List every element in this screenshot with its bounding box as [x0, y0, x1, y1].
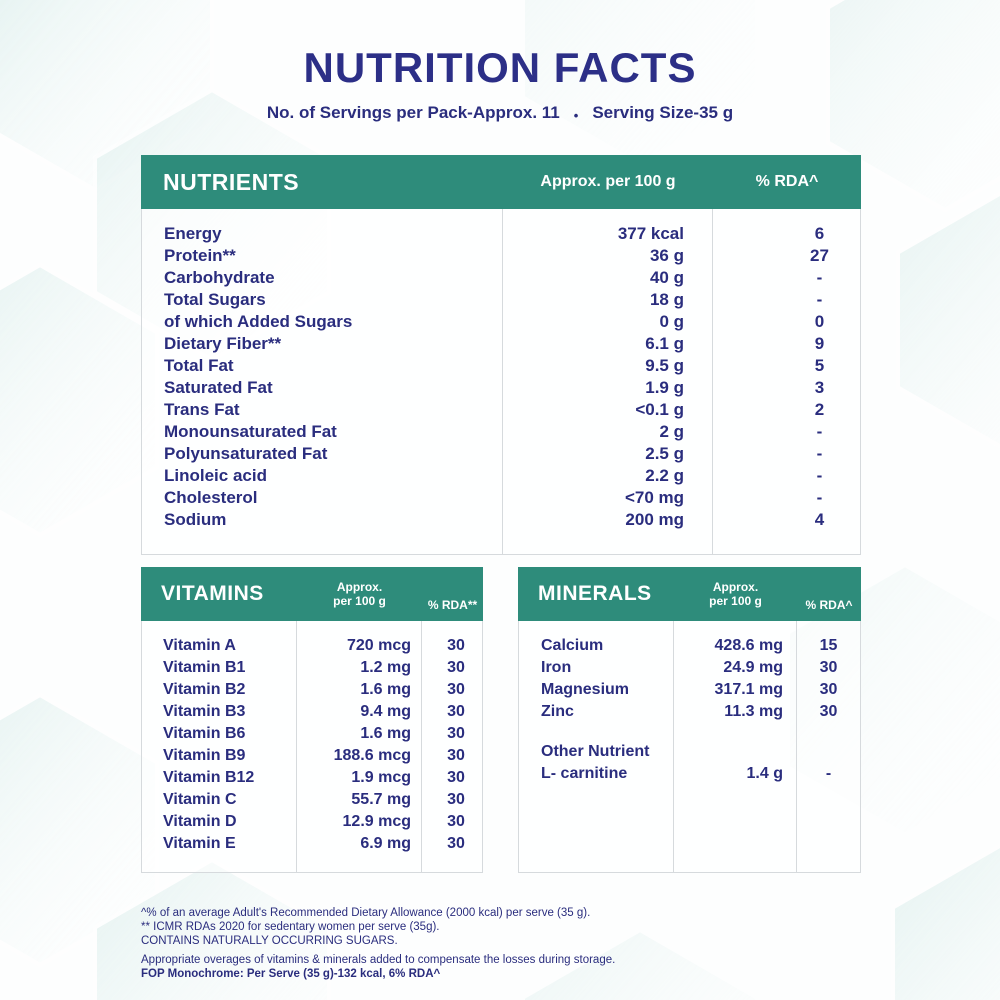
nutrient-label: Sodium [164, 510, 227, 529]
nutrient-amount: 200 mg [502, 509, 712, 531]
vitamin-row [142, 701, 482, 723]
mineral-rda: 15 [796, 635, 860, 657]
spacer-cell [421, 855, 482, 872]
page-title: NUTRITION FACTS [303, 44, 697, 91]
mineral-row [519, 701, 860, 723]
mineral-label: Magnesium [541, 681, 630, 698]
vitamins-table [141, 567, 483, 873]
mineral-row [519, 657, 860, 679]
vitamin-row [142, 657, 482, 679]
other-nutrient-row [519, 763, 860, 785]
vitamin-rda: 30 [421, 635, 482, 657]
nutrient-amount: <0.1 g [502, 399, 712, 421]
nutrients-table-body [142, 209, 860, 554]
nutrient-rda: 3 [712, 377, 860, 399]
nutrient-label: Carbohydrate [164, 268, 275, 287]
mineral-amount: 428.6 mg [673, 635, 796, 657]
nutrient-rda: - [712, 289, 860, 311]
footnote-sugars: CONTAINS NATURALLY OCCURRING SUGARS. [141, 935, 398, 947]
nutrient-amount: 377 kcal [502, 223, 712, 245]
spacer-cell [519, 723, 673, 741]
minerals-title: MINERALS [538, 582, 652, 605]
vitamin-rda: 30 [421, 657, 482, 679]
footnote-overages: Appropriate overages of vitamins & minerals added to compensate the losses during storage. [141, 954, 616, 966]
vitamins-table-header [141, 567, 483, 621]
nutrient-label: Total Sugars [164, 290, 266, 309]
vitamin-label: Vitamin B9 [163, 747, 246, 764]
nutrient-rda: 9 [712, 333, 860, 355]
minerals-table [518, 567, 861, 873]
nutrient-label: of which Added Sugars [164, 312, 353, 331]
spacer-cell [142, 855, 296, 872]
nutrient-rda: 27 [712, 245, 860, 267]
vitamins-table-body [142, 621, 482, 872]
nutrient-rda: - [712, 421, 860, 443]
nutrient-label: Polyunsaturated Fat [164, 444, 328, 463]
mineral-amount: 24.9 mg [673, 657, 796, 679]
serving-size: Serving Size-35 g [592, 103, 734, 122]
nutrient-row [142, 333, 860, 355]
spacer-cell [421, 621, 482, 635]
vitamin-amount: 1.6 mg [296, 679, 421, 701]
vitamin-row [142, 679, 482, 701]
nutrient-row [142, 245, 860, 267]
nutrient-amount: 18 g [502, 289, 712, 311]
minerals-table-header [518, 567, 861, 621]
nutrient-amount: 0 g [502, 311, 712, 333]
vitamin-rda: 30 [421, 745, 482, 767]
table-spacer [519, 785, 860, 872]
vitamin-label: Vitamin B6 [163, 725, 246, 742]
vitamin-rda: 30 [421, 833, 482, 855]
nutrient-row [142, 421, 860, 443]
other-nutrient-amount [673, 741, 796, 763]
spacer-cell [296, 855, 421, 872]
spacer-cell [502, 531, 712, 554]
spacer-cell [296, 621, 421, 635]
other-nutrient-rda: - [796, 763, 860, 785]
nutrient-row [142, 509, 860, 531]
nutrient-row [142, 223, 860, 245]
spacer-cell [142, 531, 502, 554]
spacer-cell [502, 209, 712, 223]
vitamin-label: Vitamin D [163, 813, 237, 830]
spacer-cell [673, 723, 796, 741]
footnote-rda-definition: ^% of an average Adult's Recommended Dietary Allowance (2000 kcal) per serve (35 g). [141, 907, 591, 919]
vitamin-rda: 30 [421, 701, 482, 723]
minerals-col-amount-line1: Approx. [712, 579, 759, 594]
minerals-col-amount-line2: per 100 g [709, 594, 762, 608]
nutrient-amount: 9.5 g [502, 355, 712, 377]
footnote-fop: FOP Monochrome: Per Serve (35 g)-132 kcal, 6% RDA^ [141, 968, 441, 980]
vitamin-amount: 12.9 mcg [296, 811, 421, 833]
vitamin-amount: 1.9 mcg [296, 767, 421, 789]
nutrient-row [142, 355, 860, 377]
table-spacer [142, 209, 860, 223]
nutrients-table [141, 155, 861, 555]
mineral-rda: 30 [796, 701, 860, 723]
nutrient-rda: 4 [712, 509, 860, 531]
nutrient-row [142, 487, 860, 509]
vitamin-label: Vitamin C [163, 791, 237, 808]
nutrient-amount: 2 g [502, 421, 712, 443]
nutrient-rda: - [712, 465, 860, 487]
mineral-label: Zinc [541, 703, 574, 720]
vitamin-label: Vitamin E [163, 835, 236, 852]
vitamins-title: VITAMINS [161, 582, 264, 605]
nutrient-row [142, 465, 860, 487]
vitamin-row [142, 833, 482, 855]
vitamins-col-rda: % RDA** [427, 598, 478, 612]
nutrient-row [142, 399, 860, 421]
vitamin-row [142, 635, 482, 657]
nutrient-label: Cholesterol [164, 488, 258, 507]
vitamin-row [142, 811, 482, 833]
vitamin-amount: 1.6 mg [296, 723, 421, 745]
other-nutrient-row [519, 741, 860, 763]
spacer-cell [519, 785, 673, 872]
nutrient-rda: 6 [712, 223, 860, 245]
nutrient-row [142, 311, 860, 333]
mineral-row [519, 635, 860, 657]
vitamin-rda: 30 [421, 723, 482, 745]
spacer-cell [796, 723, 860, 741]
table-spacer [142, 531, 860, 554]
vitamin-amount: 720 mcg [296, 635, 421, 657]
nutrient-row [142, 289, 860, 311]
nutrient-amount: 2.2 g [502, 465, 712, 487]
nutrient-rda: 5 [712, 355, 860, 377]
minerals-col-rda: % RDA^ [805, 598, 853, 612]
spacer-cell [673, 621, 796, 635]
nutrients-col-rda: % RDA^ [755, 173, 819, 190]
vitamin-row [142, 789, 482, 811]
mineral-amount: 317.1 mg [673, 679, 796, 701]
spacer-cell [712, 209, 860, 223]
other-nutrient-rda [796, 741, 860, 763]
nutrient-amount: 2.5 g [502, 443, 712, 465]
vitamin-rda: 30 [421, 767, 482, 789]
vitamin-label: Vitamin A [163, 637, 236, 654]
vitamin-row [142, 723, 482, 745]
vitamins-col-amount-line2: per 100 g [333, 594, 386, 608]
table-spacer [142, 855, 482, 872]
vitamin-amount: 188.6 mcg [296, 745, 421, 767]
mineral-row [519, 679, 860, 701]
nutrient-label: Linoleic acid [164, 466, 267, 485]
nutrient-row [142, 443, 860, 465]
vitamin-rda: 30 [421, 789, 482, 811]
vitamin-amount: 6.9 mg [296, 833, 421, 855]
nutrient-rda: - [712, 443, 860, 465]
nutrient-amount: 6.1 g [502, 333, 712, 355]
nutrient-label: Trans Fat [164, 400, 240, 419]
vitamins-col-amount-line1: Approx. [336, 579, 383, 594]
spacer-cell [796, 621, 860, 635]
mineral-rda: 30 [796, 657, 860, 679]
minerals-col-amount [674, 567, 797, 621]
nutrients-col-amount: Approx. per 100 g [540, 173, 676, 190]
mineral-label: Iron [541, 659, 572, 676]
nutrient-label: Protein** [164, 246, 236, 265]
minerals-table-body [519, 621, 860, 872]
other-nutrient-label: Other Nutrient [541, 743, 650, 760]
other-nutrient-label: L- carnitine [541, 765, 628, 782]
bullet-separator: • [573, 107, 579, 123]
vitamin-rda: 30 [421, 679, 482, 701]
nutrient-rda: 2 [712, 399, 860, 421]
mineral-amount: 11.3 mg [673, 701, 796, 723]
table-spacer [142, 621, 482, 635]
nutrient-label: Energy [164, 224, 222, 243]
nutrient-label: Monounsaturated Fat [164, 422, 337, 441]
footnote-icmr: ** ICMR RDAs 2020 for sedentary women per serve (35g). [141, 921, 440, 933]
nutrient-amount: 1.9 g [502, 377, 712, 399]
nutrient-amount: 36 g [502, 245, 712, 267]
table-spacer [519, 621, 860, 635]
vitamin-label: Vitamin B12 [163, 769, 255, 786]
footnotes [141, 906, 881, 981]
nutrient-rda: - [712, 267, 860, 289]
nutrient-row [142, 377, 860, 399]
nutrients-table-header [141, 155, 861, 209]
spacer-cell [712, 531, 860, 554]
mineral-rda: 30 [796, 679, 860, 701]
vitamin-label: Vitamin B1 [163, 659, 246, 676]
nutrient-label: Total Fat [164, 356, 234, 375]
serving-info [0, 103, 1000, 123]
vitamins-col-amount [297, 567, 422, 621]
nutrient-label: Dietary Fiber** [164, 334, 282, 353]
vitamin-amount: 55.7 mg [296, 789, 421, 811]
vitamin-amount: 1.2 mg [296, 657, 421, 679]
spacer-cell [142, 621, 296, 635]
mineral-label: Calcium [541, 637, 604, 654]
vitamin-label: Vitamin B2 [163, 681, 246, 698]
table-spacer [519, 723, 860, 741]
nutrient-rda: 0 [712, 311, 860, 333]
vitamin-row [142, 745, 482, 767]
nutrient-row [142, 267, 860, 289]
vitamin-label: Vitamin B3 [163, 703, 246, 720]
servings-per-pack: No. of Servings per Pack-Approx. 11 [266, 103, 560, 122]
nutrient-amount: 40 g [502, 267, 712, 289]
nutrients-title: NUTRIENTS [163, 168, 300, 195]
vitamin-amount: 9.4 mg [296, 701, 421, 723]
nutrient-rda: - [712, 487, 860, 509]
spacer-cell [673, 785, 796, 872]
spacer-cell [796, 785, 860, 872]
spacer-cell [142, 209, 502, 223]
vitamin-rda: 30 [421, 811, 482, 833]
spacer-cell [519, 621, 673, 635]
vitamin-row [142, 767, 482, 789]
nutrient-label: Saturated Fat [164, 378, 273, 397]
nutrient-amount: <70 mg [502, 487, 712, 509]
other-nutrient-amount: 1.4 g [673, 763, 796, 785]
